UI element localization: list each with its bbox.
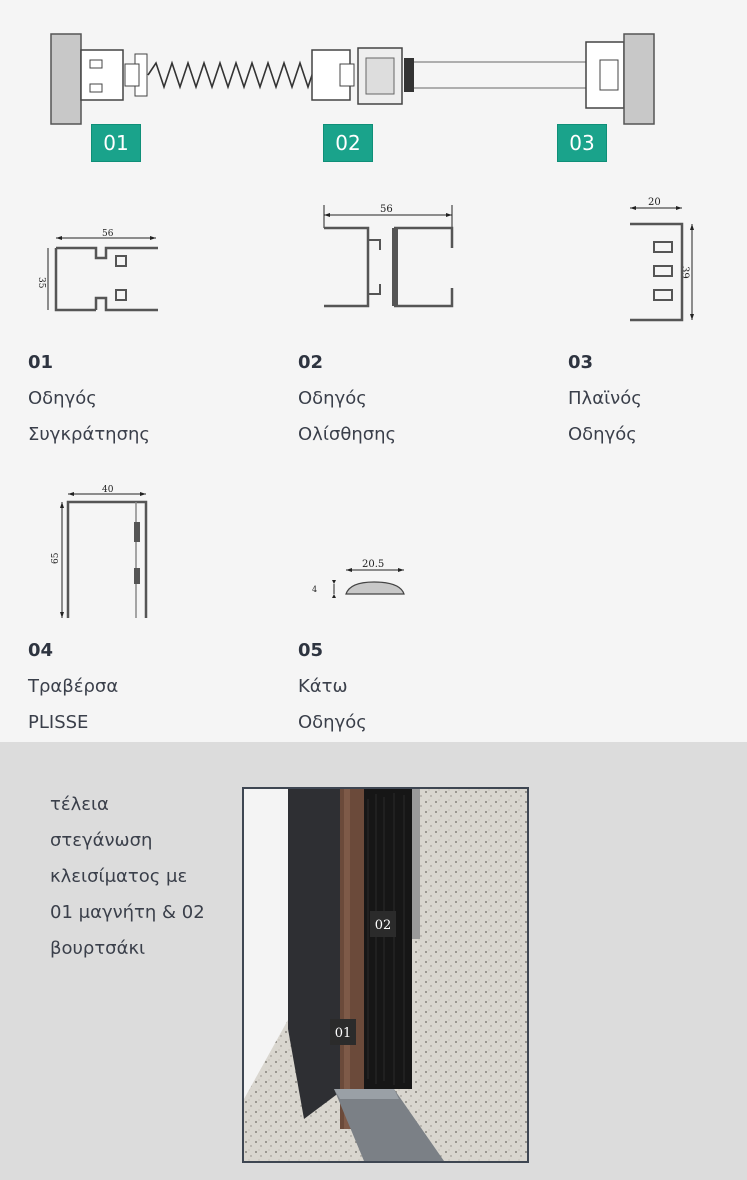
svg-text:65: 65 <box>51 552 61 564</box>
description-line-5: βουρτσάκι <box>50 938 146 959</box>
item-04-number: 04 <box>28 640 54 661</box>
photo-label-02: 02 <box>374 918 392 933</box>
badge-01: 01 <box>91 124 141 162</box>
seal-photo-illustration <box>244 789 527 1161</box>
badge-03: 03 <box>557 124 607 162</box>
svg-text:39: 39 <box>679 266 690 279</box>
item-03-line2: Οδηγός <box>568 424 637 445</box>
svg-text:56: 56 <box>102 229 114 239</box>
item-03-line1: Πλαϊνός <box>568 388 642 409</box>
svg-text:4: 4 <box>312 585 318 594</box>
item-05-line2: Οδηγός <box>298 712 367 733</box>
item-05-number: 05 <box>298 640 324 661</box>
svg-text:35: 35 <box>36 277 46 289</box>
svg-text:20: 20 <box>648 197 661 208</box>
seal-photo <box>242 787 529 1163</box>
description-line-4: 01 μαγνήτη & 02 <box>50 902 205 923</box>
description-line-3: κλεισίματος με <box>50 866 188 887</box>
item-02-line2: Ολίσθησης <box>298 424 397 445</box>
badge-02: 02 <box>323 124 373 162</box>
item-01-line2: Συγκράτησης <box>28 424 150 445</box>
item-04-line2: PLISSE <box>28 712 89 733</box>
item-02-line1: Οδηγός <box>298 388 367 409</box>
item-01-line1: Οδηγός <box>28 388 97 409</box>
description-line-1: τέλεια <box>50 794 109 815</box>
profile-04-drawing <box>50 482 156 624</box>
item-01-number: 01 <box>28 352 54 373</box>
profile-05-drawing <box>308 556 412 600</box>
item-05-line1: Κάτω <box>298 676 348 697</box>
assembly-diagram <box>40 28 670 132</box>
svg-text:20.5: 20.5 <box>362 559 385 570</box>
svg-text:40: 40 <box>102 485 114 495</box>
description-line-2: στεγάνωση <box>50 830 153 851</box>
svg-text:56: 56 <box>380 204 393 215</box>
profile-03-drawing <box>624 194 704 324</box>
profile-02-drawing <box>318 200 458 312</box>
profile-01-drawing <box>38 226 162 316</box>
item-02-number: 02 <box>298 352 324 373</box>
item-04-line1: Τραβέρσα <box>28 676 119 697</box>
photo-label-01: 01 <box>334 1026 352 1041</box>
item-03-number: 03 <box>568 352 594 373</box>
